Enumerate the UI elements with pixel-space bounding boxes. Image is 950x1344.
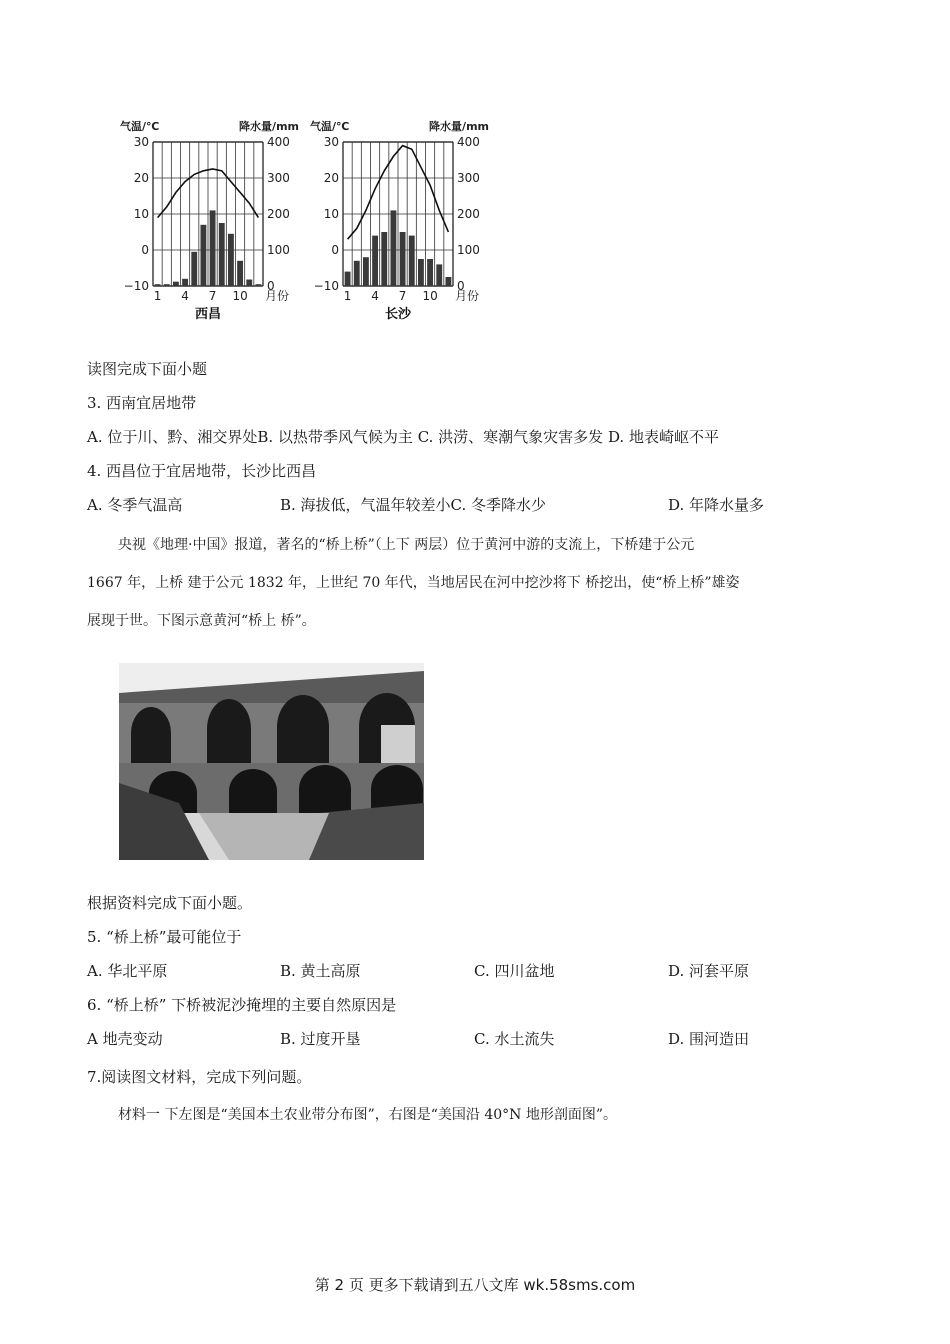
right-tick-label: 300	[267, 171, 290, 185]
question-5-option-c: C. 四川盆地	[474, 962, 555, 980]
question-4-option-a: A. 冬季气温高	[87, 496, 183, 514]
precipitation-bar	[363, 257, 369, 286]
month-tick-label: 4	[371, 289, 379, 303]
left-tick-label: 30	[133, 135, 149, 149]
left-tick-label: −10	[123, 279, 149, 293]
right-tick-label: 0	[457, 279, 465, 293]
precipitation-bar	[255, 284, 261, 286]
left-axis-title: 气温/℃	[310, 120, 350, 133]
right-tick-label: 100	[267, 243, 290, 257]
question-4: 4. 西昌位于宜居地带，长沙比西昌	[87, 462, 317, 480]
right-axis-title: 降水量/mm	[429, 120, 489, 133]
left-axis-title: 气温/℃	[120, 120, 160, 133]
left-tick-label: −10	[313, 279, 339, 293]
question-4-option-d: D. 年降水量多	[668, 496, 765, 514]
precipitation-bar	[400, 232, 406, 286]
x-axis-title: 月份	[265, 289, 290, 303]
precipitation-bar	[427, 259, 433, 286]
precipitation-bar	[210, 210, 216, 286]
changsha-climate-chart	[310, 119, 489, 322]
xichang-climate-chart	[120, 119, 299, 322]
right-tick-label: 300	[457, 171, 480, 185]
month-tick-label: 7	[398, 289, 407, 303]
precipitation-bar	[436, 264, 442, 286]
left-tick-label: 20	[133, 171, 149, 185]
x-axis-title: 月份	[455, 289, 480, 303]
precipitation-bar	[345, 272, 351, 286]
question-7: 7.阅读图文材料，完成下列问题。	[87, 1068, 312, 1086]
question-5: 5. “桥上桥”最可能位于	[87, 928, 242, 946]
chart-title: 长沙	[384, 307, 412, 322]
material-paragraph-line-2: 1667 年，上桥 建于公元 1832 年，上世纪 70 年代，当地居民在河中挖沙将下 桥挖出，使“桥上桥”雄姿	[87, 575, 740, 591]
precipitation-bar	[354, 261, 360, 286]
month-tick-label: 1	[153, 289, 162, 303]
precipitation-bar	[372, 236, 378, 286]
question-6-option-b: B. 过度开垦	[280, 1030, 361, 1048]
right-tick-label: 200	[267, 207, 290, 221]
precipitation-bar	[390, 210, 396, 286]
material-paragraph-line-1: 央视《地理·中国》报道，著名的“桥上桥”（上下 两层）位于黄河中游的支流上，下桥建于公元	[118, 537, 695, 553]
precipitation-bar	[381, 232, 387, 286]
left-tick-label: 0	[141, 243, 149, 257]
chart-instruction: 读图完成下面小题	[87, 360, 208, 378]
left-tick-label: 20	[323, 171, 339, 185]
precipitation-bar	[200, 225, 206, 286]
question-5-option-d: D. 河套平原	[668, 962, 750, 980]
right-tick-label: 400	[267, 135, 290, 149]
left-tick-label: 30	[323, 135, 339, 149]
instruction-2: 根据资料完成下面小题。	[87, 894, 253, 912]
climate-charts	[110, 110, 510, 335]
month-tick-label: 4	[181, 289, 189, 303]
right-axis-title: 降水量/mm	[239, 120, 299, 133]
bridge-on-bridge-photo	[119, 663, 424, 860]
chart-title: 西昌	[194, 307, 222, 322]
precipitation-bar	[409, 236, 415, 286]
precipitation-bar	[418, 259, 424, 286]
precipitation-bar	[164, 284, 170, 286]
precipitation-bar	[173, 282, 179, 286]
material-1: 材料一 下左图是“美国本土农业带分布图”，右图是“美国沿 40°N 地形剖面图”。	[118, 1107, 618, 1123]
precipitation-bar	[155, 284, 161, 286]
left-tick-label: 0	[331, 243, 339, 257]
question-6-option-a: A 地壳变动	[87, 1030, 163, 1048]
question-5-option-b: B. 黄土高原	[280, 962, 361, 980]
precipitation-bar	[228, 234, 234, 286]
precipitation-bar	[219, 223, 225, 286]
question-6-option-c: C. 水土流失	[474, 1030, 555, 1048]
question-3-options: A. 位于川、黔、湘交界处B. 以热带季风气候为主 C. 洪涝、寒潮气象灾害多发 D. 地表崎岖不平	[87, 428, 719, 446]
right-tick-label: 200	[457, 207, 480, 221]
right-tick-label: 400	[457, 135, 480, 149]
precipitation-bar	[246, 280, 252, 286]
material-paragraph-line-3: 展现于世。下图示意黄河“桥上 桥”。	[87, 613, 316, 629]
left-tick-label: 10	[133, 207, 149, 221]
month-tick-label: 7	[208, 289, 217, 303]
precipitation-bar	[191, 252, 197, 286]
question-3: 3. 西南宜居地带	[87, 394, 197, 412]
question-6: 6. “桥上桥” 下桥被泥沙掩埋的主要自然原因是	[87, 996, 397, 1014]
precipitation-bar	[445, 277, 451, 286]
question-5-option-a: A. 华北平原	[87, 962, 168, 980]
precipitation-bar	[237, 261, 243, 286]
precipitation-bar	[182, 279, 188, 286]
left-tick-label: 10	[323, 207, 339, 221]
month-tick-label: 10	[232, 289, 248, 303]
question-4-option-b-c: B. 海拔低，气温年较差小C. 冬季降水少	[280, 496, 547, 514]
question-6-option-d: D. 围河造田	[668, 1030, 750, 1048]
page-footer: 第 2 页 更多下载请到五八文库 wk.58sms.com	[314, 1276, 636, 1294]
month-tick-label: 10	[422, 289, 438, 303]
month-tick-label: 1	[343, 289, 352, 303]
right-tick-label: 0	[267, 279, 275, 293]
right-tick-label: 100	[457, 243, 480, 257]
